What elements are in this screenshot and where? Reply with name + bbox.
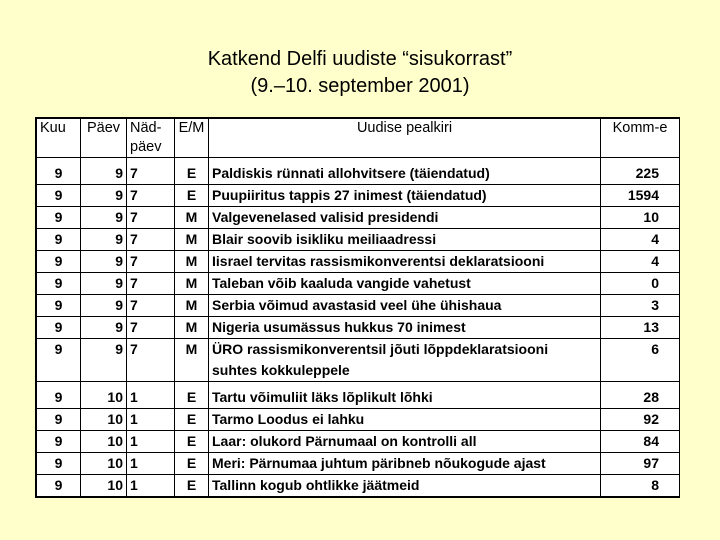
cell-paev: 10 (81, 409, 127, 431)
cell-kommentaarid: 3 (601, 295, 680, 317)
cell-paev: 10 (81, 431, 127, 453)
cell-paev: 9 (81, 251, 127, 273)
cell-pealkiri: ÜRO rassismikonverentsil jõuti lõppdeklaratsiooni suhtes kokkuleppele (209, 339, 601, 382)
cell-paev: 9 (81, 158, 127, 185)
cell-kommentaarid: 6 (601, 339, 680, 382)
cell-pealkiri: Nigeria usumässus hukkus 70 inimest (209, 317, 601, 339)
title-line-1: Katkend Delfi uudiste “sisukorrast” (207, 48, 513, 70)
cell-nadalapaev: 7 (127, 339, 175, 382)
cell-em: M (175, 207, 209, 229)
cell-nadalapaev: 7 (127, 273, 175, 295)
table-header-row (37, 119, 680, 158)
cell-pealkiri: Paldiskis rünnati allohvitsere (täiendatud) (209, 158, 601, 185)
title-line-2: (9.–10. september 2001) (250, 75, 470, 97)
header-nadalapaev: Näd-päev (127, 119, 175, 158)
cell-nadalapaev: 7 (127, 229, 175, 251)
table-row (37, 382, 680, 409)
cell-kuu: 9 (37, 229, 81, 251)
cell-nadalapaev: 1 (127, 409, 175, 431)
cell-em: M (175, 295, 209, 317)
table-row (37, 339, 680, 382)
cell-nadalapaev: 1 (127, 382, 175, 409)
cell-kuu: 9 (37, 295, 81, 317)
table-row (37, 431, 680, 453)
table-row (37, 475, 680, 497)
cell-paev: 9 (81, 229, 127, 251)
cell-kommentaarid: 8 (601, 475, 680, 497)
cell-paev: 9 (81, 273, 127, 295)
cell-em: M (175, 229, 209, 251)
cell-kommentaarid: 97 (601, 453, 680, 475)
cell-paev: 9 (81, 207, 127, 229)
cell-kommentaarid: 0 (601, 273, 680, 295)
cell-kuu: 9 (37, 409, 81, 431)
cell-kuu: 9 (37, 382, 81, 409)
cell-pealkiri: Tartu võimuliit läks lõplikult lõhki (209, 382, 601, 409)
cell-nadalapaev: 7 (127, 251, 175, 273)
cell-nadalapaev: 7 (127, 207, 175, 229)
cell-kommentaarid: 1594 (601, 185, 680, 207)
cell-nadalapaev: 1 (127, 431, 175, 453)
table-row (37, 185, 680, 207)
cell-pealkiri: Tarmo Loodus ei lahku (209, 409, 601, 431)
cell-paev: 9 (81, 339, 127, 382)
cell-kommentaarid: 225 (601, 158, 680, 185)
table-body (37, 158, 680, 497)
cell-kuu: 9 (37, 453, 81, 475)
cell-kommentaarid: 13 (601, 317, 680, 339)
cell-kommentaarid: 84 (601, 431, 680, 453)
table-row (37, 251, 680, 273)
header-em: E/M (175, 119, 209, 158)
cell-em: M (175, 317, 209, 339)
cell-paev: 10 (81, 453, 127, 475)
cell-pealkiri: Puupiiritus tappis 27 inimest (täiendatud) (209, 185, 601, 207)
cell-paev: 9 (81, 185, 127, 207)
cell-kuu: 9 (37, 339, 81, 382)
cell-nadalapaev: 7 (127, 185, 175, 207)
table-row (37, 295, 680, 317)
cell-nadalapaev: 1 (127, 475, 175, 497)
header-kommentaarid: Komm-e (601, 119, 680, 158)
cell-kuu: 9 (37, 475, 81, 497)
cell-kuu: 9 (37, 273, 81, 295)
news-table (35, 117, 680, 498)
table-row (37, 273, 680, 295)
header-paev: Päev (81, 119, 127, 158)
cell-em: E (175, 409, 209, 431)
cell-kommentaarid: 92 (601, 409, 680, 431)
cell-nadalapaev: 7 (127, 317, 175, 339)
cell-pealkiri: Iisrael tervitas rassismikonverentsi deklaratsiooni (209, 251, 601, 273)
cell-nadalapaev: 7 (127, 158, 175, 185)
cell-kommentaarid: 4 (601, 229, 680, 251)
cell-em: E (175, 185, 209, 207)
cell-kuu: 9 (37, 431, 81, 453)
cell-kuu: 9 (37, 185, 81, 207)
cell-pealkiri: Laar: olukord Pärnumaal on kontrolli all (209, 431, 601, 453)
cell-em: E (175, 431, 209, 453)
cell-pealkiri: Blair soovib isikliku meiliaadressi (209, 229, 601, 251)
cell-em: E (175, 382, 209, 409)
table-row (37, 317, 680, 339)
header-kuu: Kuu (37, 119, 81, 158)
cell-paev: 9 (81, 295, 127, 317)
cell-kommentaarid: 4 (601, 251, 680, 273)
cell-pealkiri: Taleban võib kaaluda vangide vahetust (209, 273, 601, 295)
cell-paev: 9 (81, 317, 127, 339)
cell-kuu: 9 (37, 317, 81, 339)
cell-kuu: 9 (37, 251, 81, 273)
cell-nadalapaev: 1 (127, 453, 175, 475)
cell-pealkiri: Serbia võimud avastasid veel ühe ühishaua (209, 295, 601, 317)
cell-pealkiri: Valgevenelased valisid presidendi (209, 207, 601, 229)
cell-kuu: 9 (37, 207, 81, 229)
slide-title (0, 46, 720, 100)
cell-em: M (175, 251, 209, 273)
cell-kommentaarid: 10 (601, 207, 680, 229)
table-row (37, 409, 680, 431)
cell-nadalapaev: 7 (127, 295, 175, 317)
table-row (37, 207, 680, 229)
cell-em: E (175, 475, 209, 497)
cell-pealkiri: Tallinn kogub ohtlikke jäätmeid (209, 475, 601, 497)
header-pealkiri: Uudise pealkiri (209, 119, 601, 158)
cell-em: E (175, 158, 209, 185)
cell-em: E (175, 453, 209, 475)
table-row (37, 229, 680, 251)
table-row (37, 158, 680, 185)
cell-pealkiri: Meri: Pärnumaa juhtum päribneb nõukogude ajast (209, 453, 601, 475)
cell-em: M (175, 273, 209, 295)
cell-paev: 10 (81, 475, 127, 497)
cell-em: M (175, 339, 209, 382)
table-row (37, 453, 680, 475)
cell-kuu: 9 (37, 158, 81, 185)
cell-kommentaarid: 28 (601, 382, 680, 409)
cell-paev: 10 (81, 382, 127, 409)
